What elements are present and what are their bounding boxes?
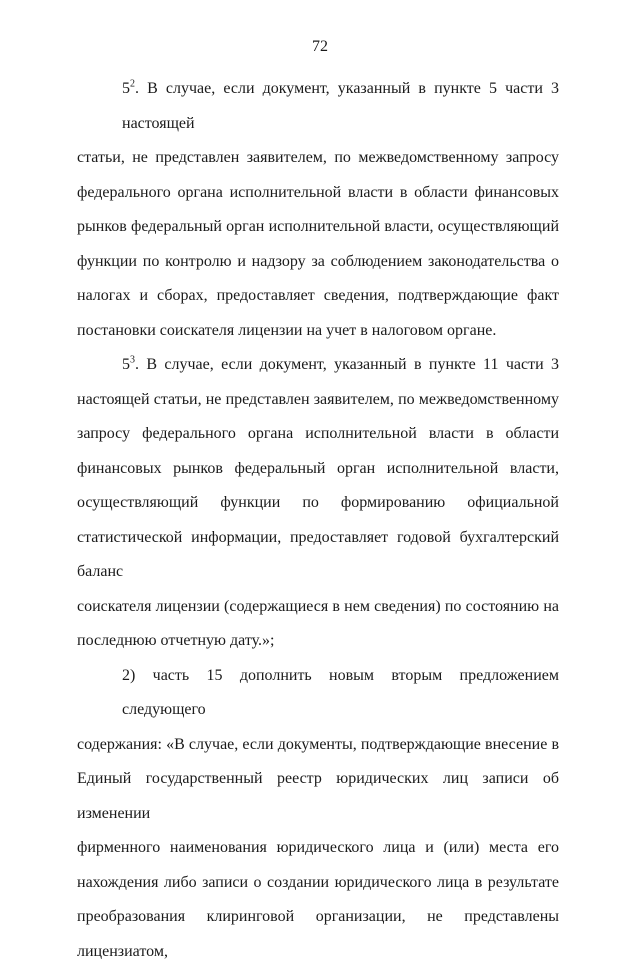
text-line: Единый государственный реестр юридических лиц записи об изменении — [77, 762, 559, 831]
text-line: осуществляющий функции по формированию официальной — [77, 486, 559, 521]
text-line: федерального органа исполнительной власти в области финансовых — [77, 176, 559, 211]
text-line: финансовых рынков федеральный орган исполнительной власти, — [77, 452, 559, 487]
text-line: $5^2$. В случае, если документ, указанный в пункте 5 части 3 настоящей — [77, 72, 559, 141]
text-line: настоящей статьи, не представлен заявителем, по межведомственному — [77, 383, 559, 418]
text-line: рынков федеральный орган исполнительной власти, осуществляющий — [77, 210, 559, 245]
superscript: 2 — [130, 79, 135, 90]
text-line: 2) часть 15 дополнить новым вторым предложением следующего — [77, 659, 559, 728]
text-line: нахождения либо записи о создании юридического лица в результате — [77, 866, 559, 901]
text-line: последнюю отчетную дату.»; — [77, 624, 559, 659]
text-line: запросу федерального органа исполнительной власти в области — [77, 417, 559, 452]
paragraph-5-3 — [77, 348, 559, 659]
text-line: налогах и сборах, предоставляет сведения, подтверждающие факт — [77, 279, 559, 314]
text-line: статьи, не представлен заявителем, по межведомственному запросу — [77, 141, 559, 176]
text-line: фирменного наименования юридического лица и (или) места его — [77, 831, 559, 866]
text-line: содержания: «В случае, если документы, подтверждающие внесение в — [77, 728, 559, 763]
text-line: преобразования клиринговой организации, не представлены лицензиатом, — [77, 900, 559, 969]
paragraph-5-2 — [77, 72, 559, 348]
text-line: статистической информации, предоставляет годовой бухгалтерский баланс — [77, 521, 559, 590]
document-body — [77, 72, 559, 969]
paragraph-item-2 — [77, 659, 559, 969]
text-line: постановки соискателя лицензии на учет в налоговом органе. — [77, 314, 559, 349]
text-line: соискателя лицензии (содержащиеся в нем сведения) по состоянию на — [77, 590, 559, 625]
page-number: 72 — [0, 38, 640, 56]
text-line: $5^3$. В случае, если документ, указанный в пункте 11 части 3 — [77, 348, 559, 383]
superscript: 3 — [130, 355, 135, 366]
text-line: функции по контролю и надзору за соблюдением законодательства о — [77, 245, 559, 280]
